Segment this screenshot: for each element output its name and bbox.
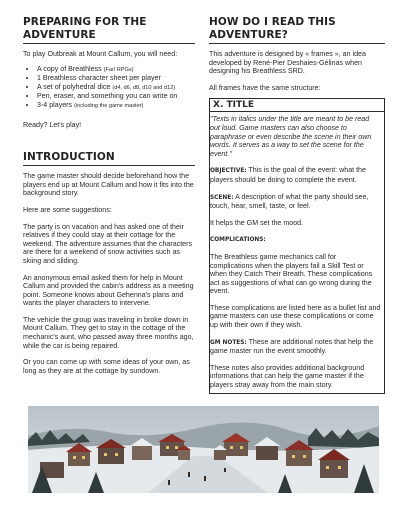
needs-intro: To play Outbreak at Mount Callum, you will need: [23, 50, 178, 58]
intro-paragraph: The party is on vacation and has asked one of their relatives if they could stay at their cottage for the weekend. The adventure assumes that the characters are there for a weekend of snow activities such as skiing and sliding. [23, 222, 193, 265]
needs-item-note: (Farl RPGs) [103, 66, 134, 73]
complications-label-line [210, 235, 381, 245]
complications-label: COMPLICATIONS: [210, 237, 266, 244]
frame-body [210, 112, 384, 392]
needs-item [37, 92, 195, 101]
ready-text: Ready? Let's play! [23, 120, 82, 129]
needs-item-note: (including the game master) [74, 102, 144, 109]
objective-line [210, 166, 381, 184]
left-column [23, 16, 195, 375]
frame-title: X. TITLE [210, 99, 384, 112]
read-aloud-text: "Texts in italics under the title are meant to be read out loud. Game masters can also choose to paraphrase or even describe the scene in their own words. It serves as a way to set the scene for the event." [210, 115, 372, 158]
preparing-heading: PREPARING FOR THE ADVENTURE [23, 16, 195, 44]
frame-example-box [209, 98, 385, 393]
needs-item-text: 3-4 players [37, 100, 73, 109]
needs-item-text: A set of polyhedral dice [37, 82, 111, 91]
needs-item-text: A copy of Breathless [37, 64, 102, 73]
needs-item [37, 83, 195, 93]
complications-paragraph: The Breathless game mechanics call for complications when the players fail a Skill Test or when they Catch Their Breath. These complications act as suggestions of what can go wrong during the event. [210, 252, 373, 296]
village-scene [28, 406, 379, 493]
objective-text: This is the goal of the event: what the players should be doing to complete the event. [210, 166, 366, 184]
frames-paragraph: This adventure is designed by « frames », an idea developed by René-Pier Deshaies-Gélinas when designing his Breathless SRD. [209, 50, 366, 76]
needs-item [37, 74, 195, 83]
needs-item [37, 101, 195, 111]
complications-paragraph: These complications are listed here as a bullet list and game masters can use these complications or come up with their own if they wish. [210, 303, 381, 330]
intro-paragraph: An anonymous email asked them for help in Mount Callum and provided the cabin's address as a meeting point. Someone knows about Gehenna's plans and wants the player characters to intervene. [23, 273, 194, 308]
structure-paragraph: All frames have the same structure: [209, 83, 321, 92]
scene-label: SCENE: [210, 194, 234, 201]
needs-item [37, 65, 195, 75]
objective-label: OBJECTIVE: [210, 168, 247, 175]
needs-item-text: Pen, eraser, and something you can write on [37, 92, 178, 101]
gm-notes-line [210, 338, 381, 356]
introduction-heading: INTRODUCTION [23, 151, 195, 166]
right-column [209, 16, 385, 394]
scene-text: A description of what the party should see, touch, hear, smell, taste, or feel. [210, 192, 369, 211]
scene-line [210, 193, 381, 211]
needs-list [23, 65, 195, 111]
needs-item-text: 1 Breathless character sheet per player [37, 74, 161, 83]
how-to-read-heading: HOW DO I READ THIS ADVENTURE? [209, 16, 385, 44]
intro-paragraph: Or you can come up with some ideas of your own, as long as they are at the cottage by sundown. [23, 358, 190, 375]
intro-paragraph: The game master should decide beforehand how the players end up at Mount Callum and how it fits into the background story. [23, 172, 194, 198]
snowy-village-illustration [28, 406, 379, 493]
scene-extra: It helps the GM set the mood. [210, 218, 304, 227]
gm-notes-text: These are additional notes that help the game master run the event smoothly. [210, 337, 374, 356]
needs-item-note: (d4, d6, d8, d10 and d12) [112, 84, 176, 91]
gm-notes-label: GM NOTES: [210, 339, 247, 346]
intro-paragraph: Here are some suggestions: [23, 205, 112, 214]
gm-notes-paragraph: These notes also provides additional background informations that can help the game master if the players stray away from the main story. [210, 363, 365, 390]
intro-paragraph: The vehicle the group was traveling in broke down in Mount Callum. They get to stay in the cottage of the mechanic's aunt, who passed away three months ago, while the car is being repaired. [23, 315, 194, 350]
